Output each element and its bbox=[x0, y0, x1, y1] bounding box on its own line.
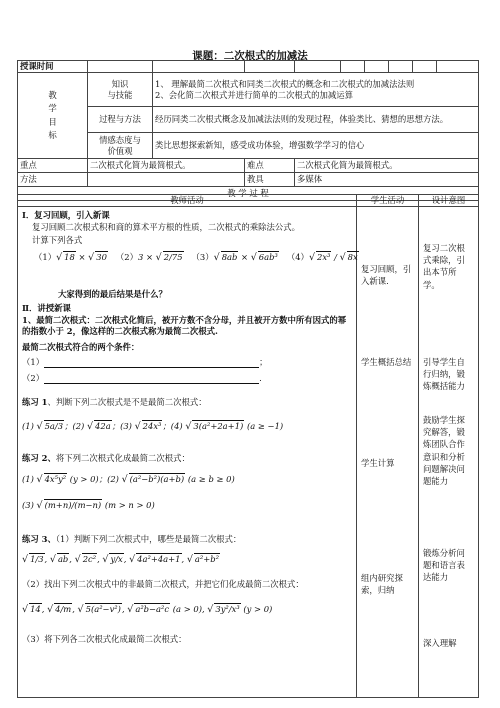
tool-label: 教具 bbox=[245, 173, 295, 187]
s1-formulas: （1）√ 18 × √ 30 （2）3 × √ 2/75 （3）√ 8ab × √ 6ab³ （4）√ 2x³ / √ 8x bbox=[34, 252, 358, 263]
design-3: 鼓励学生探究解答，锻炼团队合作意识和分析问题解决问题能力 bbox=[423, 415, 465, 486]
key-label: 重点 bbox=[18, 159, 88, 173]
ex3-p2: （2）找出下列二次根式中的非最简二次根式，并把它们化成最简二次根式： bbox=[22, 579, 304, 589]
diff-label: 难点 bbox=[245, 159, 295, 173]
col-student: 学生活动 bbox=[357, 195, 419, 207]
design-intent bbox=[419, 207, 479, 698]
s1-p2: 计算下列各式 bbox=[32, 235, 83, 245]
design-4: 锻炼分析问题和语言表达能力 bbox=[423, 548, 465, 583]
ex2-formula-3: (3) √ (m+n)/(m−n) (m > n > 0) bbox=[22, 500, 155, 511]
s1-title: Ⅰ．复习回顾，引入新课 bbox=[22, 210, 110, 220]
ex2-formulas: (1) √ 4x⁵y² (y > 0)；(2) √ (a²−b²)(a+b) (a ≥ b ≥ 0) bbox=[22, 474, 235, 485]
design-1: 复习二次根式乘除，引出本节所学。 bbox=[423, 243, 465, 290]
time-label: 授课时间 bbox=[18, 61, 88, 73]
tool-text: 多媒体 bbox=[295, 173, 479, 187]
goal-text-attitude: 类比思想探索新知，感受成功体验，增强数学学习的信心 bbox=[153, 133, 479, 159]
student-2: 学生概括总结 bbox=[361, 357, 412, 367]
student-activity bbox=[357, 207, 419, 698]
s1-p1: 复习回顾二次根式积和商的算术平方根的性质，二次根式的乘除法公式。 bbox=[32, 222, 300, 232]
col-teacher: 教师活动 bbox=[18, 195, 357, 207]
blank-2: （2） . bbox=[22, 373, 262, 383]
process-table bbox=[17, 194, 479, 698]
ex3-heading: 练习 3、（1）判断下列二次根式中，哪些是最简二次根式： bbox=[22, 534, 242, 544]
process-label: 教 学 过 程 bbox=[18, 187, 479, 201]
lesson-title: 课题：二次根式的加减法 bbox=[192, 50, 308, 62]
ex2-heading: 练习 2、将下列二次根式化成最简二次根式： bbox=[22, 453, 190, 463]
goal-text-knowledge: 1、 理解最简二次根式和同类二次根式的概念和二次根式的加减法法则 2、会化简二次根式并进行简单的二次根式的加减运算 bbox=[153, 73, 479, 107]
s2-title: Ⅱ．讲授新课 bbox=[22, 303, 71, 313]
goal-label-attitude: 情感态度与 价值观 bbox=[88, 133, 153, 159]
method-label: 方法 bbox=[18, 173, 88, 187]
student-4: 组内研究探索，归纳 bbox=[361, 573, 403, 596]
design-2: 引导学生自行归纳，锻炼概括能力 bbox=[423, 357, 465, 392]
col-design: 设计意图 bbox=[419, 195, 479, 207]
design-5: 深入理解 bbox=[423, 638, 457, 648]
goal-text-process: 经历同类二次根式概念及加减法法则的发现过程，体验类比、猜想的思想方法。 bbox=[153, 107, 479, 133]
ex1-formulas: (1) √ 5a/3；(2) √ 42a；(3) √ 24x³；(4) √ 3(a²+2a+1) (a ≥ −1) bbox=[22, 421, 284, 432]
ex3-formulas-2: √ 14, √ 4/m, √ 5(a²−v²), √ a²b−a²c (a > 0), √ 3y²/x³ (y > 0) bbox=[22, 604, 273, 615]
s1-question: 大家得到的最后结果是什么？ bbox=[58, 289, 167, 299]
header-table bbox=[17, 60, 479, 201]
diff-text: 二次根式化简为最简根式。 bbox=[295, 159, 479, 173]
student-1: 复习回顾，引入新课. bbox=[361, 264, 412, 287]
ex1-heading: 练习 1、判断下列二次根式是不是最简二次根式： bbox=[22, 397, 207, 407]
ex3-formulas-1: √ 1/3, √ ab, √ 2c², √ y/x, √ 4a²+4a+1, √ a²+b² bbox=[22, 554, 219, 565]
goal-label-knowledge: 知识 与技能 bbox=[88, 73, 153, 107]
key-text: 二次根式化简为最简根式。 bbox=[88, 159, 245, 173]
s2-definition: 1、最简二次根式：二次根式化简后，被开方数不含分母，并且被开方数中所有因式的幂的指数小于 2，像这样的二次根式称为最简二次根式. bbox=[22, 315, 347, 337]
s2-conditions: 最简二次根式符合的两个条件： bbox=[22, 342, 140, 352]
goals-label: 教 学 目 标 bbox=[18, 73, 88, 159]
teacher-activity bbox=[18, 207, 357, 698]
ex3-p3: （3）将下列各二次根式化成最简二次根式： bbox=[22, 634, 187, 644]
blank-1: （1） ； bbox=[22, 357, 268, 367]
student-3: 学生计算 bbox=[361, 458, 395, 468]
goal-label-process: 过程与方法 bbox=[88, 107, 153, 133]
